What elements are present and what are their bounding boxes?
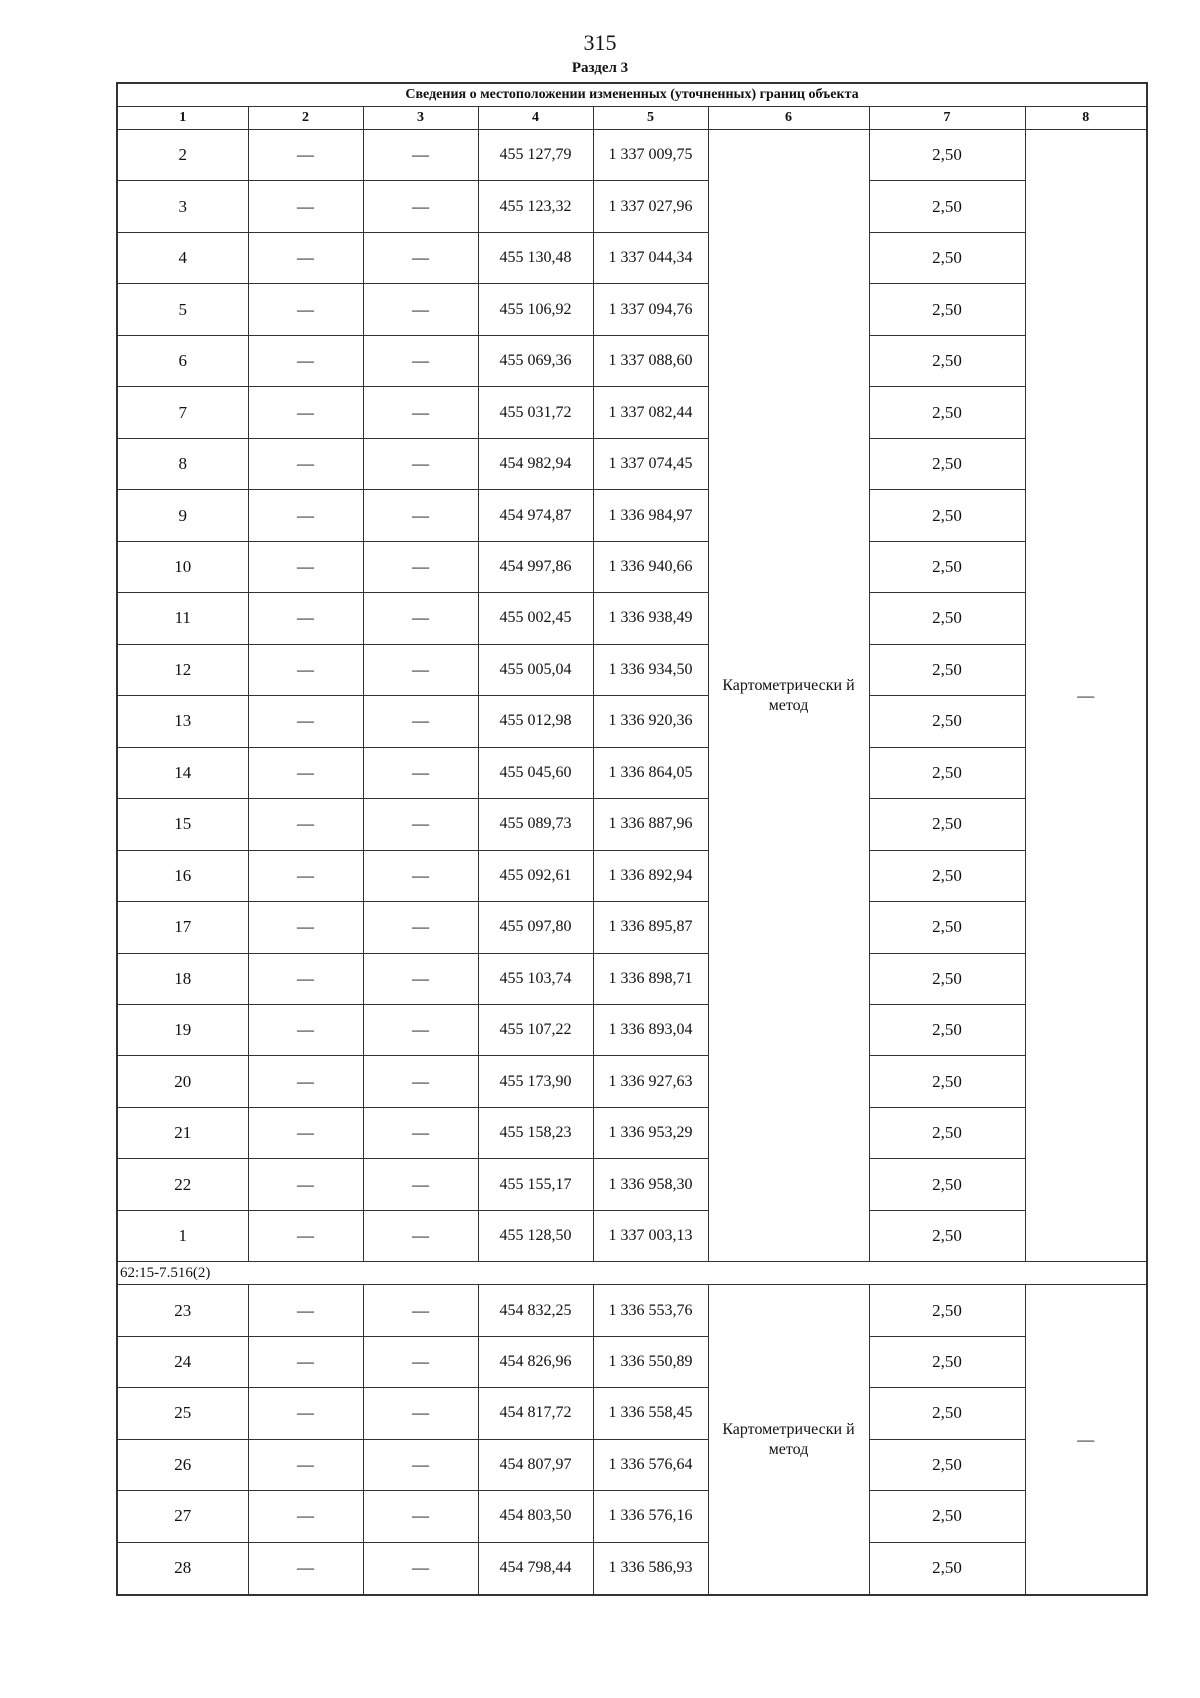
table-row	[117, 1491, 1147, 1542]
table-row	[117, 541, 1147, 592]
table-row	[117, 696, 1147, 747]
y-coordinate-cell: 1 337 044,34	[593, 232, 708, 283]
y-coordinate-cell: 1 336 920,36	[593, 696, 708, 747]
dash-cell: —	[363, 1004, 478, 1055]
accuracy-cell: 2,50	[869, 1056, 1025, 1107]
x-coordinate-cell: 454 803,50	[478, 1491, 593, 1542]
column-8-cell: —	[1025, 1285, 1147, 1595]
section-title: Раздел 3	[571, 60, 629, 76]
dash-cell: —	[248, 799, 363, 850]
column-8-cell: —	[1025, 130, 1147, 1262]
x-coordinate-cell: 455 130,48	[478, 232, 593, 283]
column-header-row	[117, 107, 1147, 130]
accuracy-cell: 2,50	[869, 850, 1025, 901]
y-coordinate-cell: 1 336 864,05	[593, 747, 708, 798]
dash-cell: —	[363, 1107, 478, 1158]
point-number-cell: 6	[117, 335, 248, 386]
point-number-cell: 28	[117, 1542, 248, 1595]
accuracy-cell: 2,50	[869, 541, 1025, 592]
point-number-cell: 11	[117, 593, 248, 644]
point-number-cell: 19	[117, 1004, 248, 1055]
dash-cell: —	[248, 438, 363, 489]
x-coordinate-cell: 455 103,74	[478, 953, 593, 1004]
dash-cell: —	[363, 490, 478, 541]
accuracy-cell: 2,50	[869, 284, 1025, 335]
table-row	[117, 953, 1147, 1004]
point-number-cell: 17	[117, 902, 248, 953]
x-coordinate-cell: 454 817,72	[478, 1388, 593, 1439]
dash-cell: —	[363, 696, 478, 747]
dash-cell: —	[363, 181, 478, 232]
dash-cell: —	[248, 1107, 363, 1158]
table-row	[117, 284, 1147, 335]
accuracy-cell: 2,50	[869, 1388, 1025, 1439]
y-coordinate-cell: 1 336 940,66	[593, 541, 708, 592]
point-number-cell: 8	[117, 438, 248, 489]
table-caption: Сведения о местоположении измененных (уточненных) границ объекта	[117, 83, 1147, 107]
dash-cell: —	[248, 335, 363, 386]
column-header: 6	[708, 107, 869, 130]
accuracy-cell: 2,50	[869, 1439, 1025, 1490]
dash-cell: —	[363, 799, 478, 850]
x-coordinate-cell: 455 107,22	[478, 1004, 593, 1055]
accuracy-cell: 2,50	[869, 953, 1025, 1004]
table-row	[117, 490, 1147, 541]
table-body	[117, 130, 1147, 1596]
x-coordinate-cell: 455 089,73	[478, 799, 593, 850]
accuracy-cell: 2,50	[869, 1491, 1025, 1542]
x-coordinate-cell: 454 982,94	[478, 438, 593, 489]
y-coordinate-cell: 1 336 934,50	[593, 644, 708, 695]
accuracy-cell: 2,50	[869, 1542, 1025, 1595]
point-number-cell: 2	[117, 130, 248, 181]
table-row	[117, 1388, 1147, 1439]
dash-cell: —	[248, 953, 363, 1004]
x-coordinate-cell: 454 826,96	[478, 1336, 593, 1387]
point-number-cell: 3	[117, 181, 248, 232]
point-number-cell: 12	[117, 644, 248, 695]
dash-cell: —	[363, 1439, 478, 1490]
y-coordinate-cell: 1 336 553,76	[593, 1285, 708, 1336]
y-coordinate-cell: 1 337 088,60	[593, 335, 708, 386]
y-coordinate-cell: 1 337 074,45	[593, 438, 708, 489]
dash-cell: —	[363, 593, 478, 644]
accuracy-cell: 2,50	[869, 335, 1025, 386]
accuracy-cell: 2,50	[869, 747, 1025, 798]
dash-cell: —	[248, 232, 363, 283]
y-coordinate-cell: 1 336 898,71	[593, 953, 708, 1004]
dash-cell: —	[248, 1542, 363, 1595]
y-coordinate-cell: 1 336 892,94	[593, 850, 708, 901]
dash-cell: —	[248, 130, 363, 181]
y-coordinate-cell: 1 336 586,93	[593, 1542, 708, 1595]
y-coordinate-cell: 1 336 927,63	[593, 1056, 708, 1107]
table-row	[117, 335, 1147, 386]
table-row	[117, 1056, 1147, 1107]
y-coordinate-cell: 1 336 958,30	[593, 1159, 708, 1210]
x-coordinate-cell: 455 092,61	[478, 850, 593, 901]
y-coordinate-cell: 1 336 895,87	[593, 902, 708, 953]
dash-cell: —	[363, 1388, 478, 1439]
x-coordinate-cell: 455 097,80	[478, 902, 593, 953]
table-row	[117, 1439, 1147, 1490]
column-header: 3	[363, 107, 478, 130]
column-header: 5	[593, 107, 708, 130]
accuracy-cell: 2,50	[869, 1107, 1025, 1158]
dash-cell: —	[248, 181, 363, 232]
table-row	[117, 1004, 1147, 1055]
dash-cell: —	[248, 593, 363, 644]
y-coordinate-cell: 1 336 953,29	[593, 1107, 708, 1158]
y-coordinate-cell: 1 336 887,96	[593, 799, 708, 850]
dash-cell: —	[248, 284, 363, 335]
method-cell: Картометрически й метод	[708, 1285, 869, 1595]
y-coordinate-cell: 1 336 938,49	[593, 593, 708, 644]
point-number-cell: 9	[117, 490, 248, 541]
group-label-row	[117, 1262, 1147, 1285]
point-number-cell: 14	[117, 747, 248, 798]
dash-cell: —	[248, 1210, 363, 1261]
dash-cell: —	[363, 1542, 478, 1595]
accuracy-cell: 2,50	[869, 1004, 1025, 1055]
accuracy-cell: 2,50	[869, 799, 1025, 850]
point-number-cell: 10	[117, 541, 248, 592]
table-row	[117, 644, 1147, 695]
column-header: 2	[248, 107, 363, 130]
dash-cell: —	[363, 438, 478, 489]
dash-cell: —	[363, 387, 478, 438]
point-number-cell: 1	[117, 1210, 248, 1261]
x-coordinate-cell: 455 123,32	[478, 181, 593, 232]
y-coordinate-cell: 1 337 094,76	[593, 284, 708, 335]
y-coordinate-cell: 1 336 558,45	[593, 1388, 708, 1439]
table-row	[117, 902, 1147, 953]
y-coordinate-cell: 1 336 893,04	[593, 1004, 708, 1055]
dash-cell: —	[363, 1056, 478, 1107]
point-number-cell: 5	[117, 284, 248, 335]
table-row	[117, 1159, 1147, 1210]
column-header: 1	[117, 107, 248, 130]
dash-cell: —	[363, 747, 478, 798]
table-row	[117, 747, 1147, 798]
x-coordinate-cell: 455 005,04	[478, 644, 593, 695]
x-coordinate-cell: 455 128,50	[478, 1210, 593, 1261]
accuracy-cell: 2,50	[869, 644, 1025, 695]
accuracy-cell: 2,50	[869, 387, 1025, 438]
x-coordinate-cell: 455 127,79	[478, 130, 593, 181]
point-number-cell: 16	[117, 850, 248, 901]
point-number-cell: 22	[117, 1159, 248, 1210]
table-row	[117, 850, 1147, 901]
point-number-cell: 23	[117, 1285, 248, 1336]
column-header: 7	[869, 107, 1025, 130]
point-number-cell: 24	[117, 1336, 248, 1387]
point-number-cell: 18	[117, 953, 248, 1004]
dash-cell: —	[248, 902, 363, 953]
group-label: 62:15-7.516(2)	[117, 1262, 1147, 1285]
x-coordinate-cell: 455 002,45	[478, 593, 593, 644]
dash-cell: —	[363, 1336, 478, 1387]
dash-cell: —	[363, 284, 478, 335]
column-header: 8	[1025, 107, 1147, 130]
dash-cell: —	[363, 850, 478, 901]
point-number-cell: 15	[117, 799, 248, 850]
table-row	[117, 181, 1147, 232]
dash-cell: —	[248, 747, 363, 798]
point-number-cell: 27	[117, 1491, 248, 1542]
accuracy-cell: 2,50	[869, 130, 1025, 181]
y-coordinate-cell: 1 337 027,96	[593, 181, 708, 232]
method-cell: Картометрически й метод	[708, 130, 869, 1262]
x-coordinate-cell: 455 012,98	[478, 696, 593, 747]
table-row	[117, 799, 1147, 850]
dash-cell: —	[248, 1159, 363, 1210]
x-coordinate-cell: 454 832,25	[478, 1285, 593, 1336]
point-number-cell: 7	[117, 387, 248, 438]
accuracy-cell: 2,50	[869, 902, 1025, 953]
point-number-cell: 13	[117, 696, 248, 747]
dash-cell: —	[248, 387, 363, 438]
x-coordinate-cell: 455 031,72	[478, 387, 593, 438]
dash-cell: —	[363, 232, 478, 283]
point-number-cell: 4	[117, 232, 248, 283]
x-coordinate-cell: 455 106,92	[478, 284, 593, 335]
accuracy-cell: 2,50	[869, 696, 1025, 747]
x-coordinate-cell: 454 974,87	[478, 490, 593, 541]
accuracy-cell: 2,50	[869, 593, 1025, 644]
accuracy-cell: 2,50	[869, 232, 1025, 283]
x-coordinate-cell: 455 155,17	[478, 1159, 593, 1210]
table-row	[117, 232, 1147, 283]
dash-cell: —	[248, 1439, 363, 1490]
dash-cell: —	[363, 130, 478, 181]
table-row	[117, 1285, 1147, 1336]
table-row	[117, 130, 1147, 181]
dash-cell: —	[248, 1491, 363, 1542]
y-coordinate-cell: 1 337 082,44	[593, 387, 708, 438]
y-coordinate-cell: 1 337 003,13	[593, 1210, 708, 1261]
table-row	[117, 438, 1147, 489]
point-number-cell: 26	[117, 1439, 248, 1490]
point-number-cell: 20	[117, 1056, 248, 1107]
x-coordinate-cell: 455 045,60	[478, 747, 593, 798]
table-row	[117, 387, 1147, 438]
dash-cell: —	[363, 1285, 478, 1336]
y-coordinate-cell: 1 336 576,16	[593, 1491, 708, 1542]
dash-cell: —	[363, 1159, 478, 1210]
y-coordinate-cell: 1 337 009,75	[593, 130, 708, 181]
accuracy-cell: 2,50	[869, 1159, 1025, 1210]
accuracy-cell: 2,50	[869, 438, 1025, 489]
y-coordinate-cell: 1 336 576,64	[593, 1439, 708, 1490]
y-coordinate-cell: 1 336 984,97	[593, 490, 708, 541]
x-coordinate-cell: 455 173,90	[478, 1056, 593, 1107]
dash-cell: —	[363, 1491, 478, 1542]
table-row	[117, 1107, 1147, 1158]
accuracy-cell: 2,50	[869, 1210, 1025, 1261]
dash-cell: —	[248, 1056, 363, 1107]
x-coordinate-cell: 454 807,97	[478, 1439, 593, 1490]
dash-cell: —	[248, 1336, 363, 1387]
accuracy-cell: 2,50	[869, 1285, 1025, 1336]
boundary-coordinates-table	[116, 82, 1148, 1596]
table-row	[117, 1336, 1147, 1387]
dash-cell: —	[248, 696, 363, 747]
dash-cell: —	[248, 1004, 363, 1055]
dash-cell: —	[363, 902, 478, 953]
dash-cell: —	[248, 850, 363, 901]
dash-cell: —	[363, 1210, 478, 1261]
accuracy-cell: 2,50	[869, 1336, 1025, 1387]
column-header: 4	[478, 107, 593, 130]
accuracy-cell: 2,50	[869, 490, 1025, 541]
x-coordinate-cell: 455 069,36	[478, 335, 593, 386]
table-row	[117, 1210, 1147, 1261]
dash-cell: —	[363, 541, 478, 592]
dash-cell: —	[248, 490, 363, 541]
page-number: 315	[583, 30, 617, 55]
x-coordinate-cell: 454 997,86	[478, 541, 593, 592]
table-row	[117, 593, 1147, 644]
point-number-cell: 25	[117, 1388, 248, 1439]
y-coordinate-cell: 1 336 550,89	[593, 1336, 708, 1387]
dash-cell: —	[248, 1285, 363, 1336]
point-number-cell: 21	[117, 1107, 248, 1158]
dash-cell: —	[248, 644, 363, 695]
dash-cell: —	[363, 335, 478, 386]
dash-cell: —	[363, 953, 478, 1004]
x-coordinate-cell: 455 158,23	[478, 1107, 593, 1158]
dash-cell: —	[248, 541, 363, 592]
x-coordinate-cell: 454 798,44	[478, 1542, 593, 1595]
dash-cell: —	[363, 644, 478, 695]
table-row	[117, 1542, 1147, 1595]
accuracy-cell: 2,50	[869, 181, 1025, 232]
dash-cell: —	[248, 1388, 363, 1439]
